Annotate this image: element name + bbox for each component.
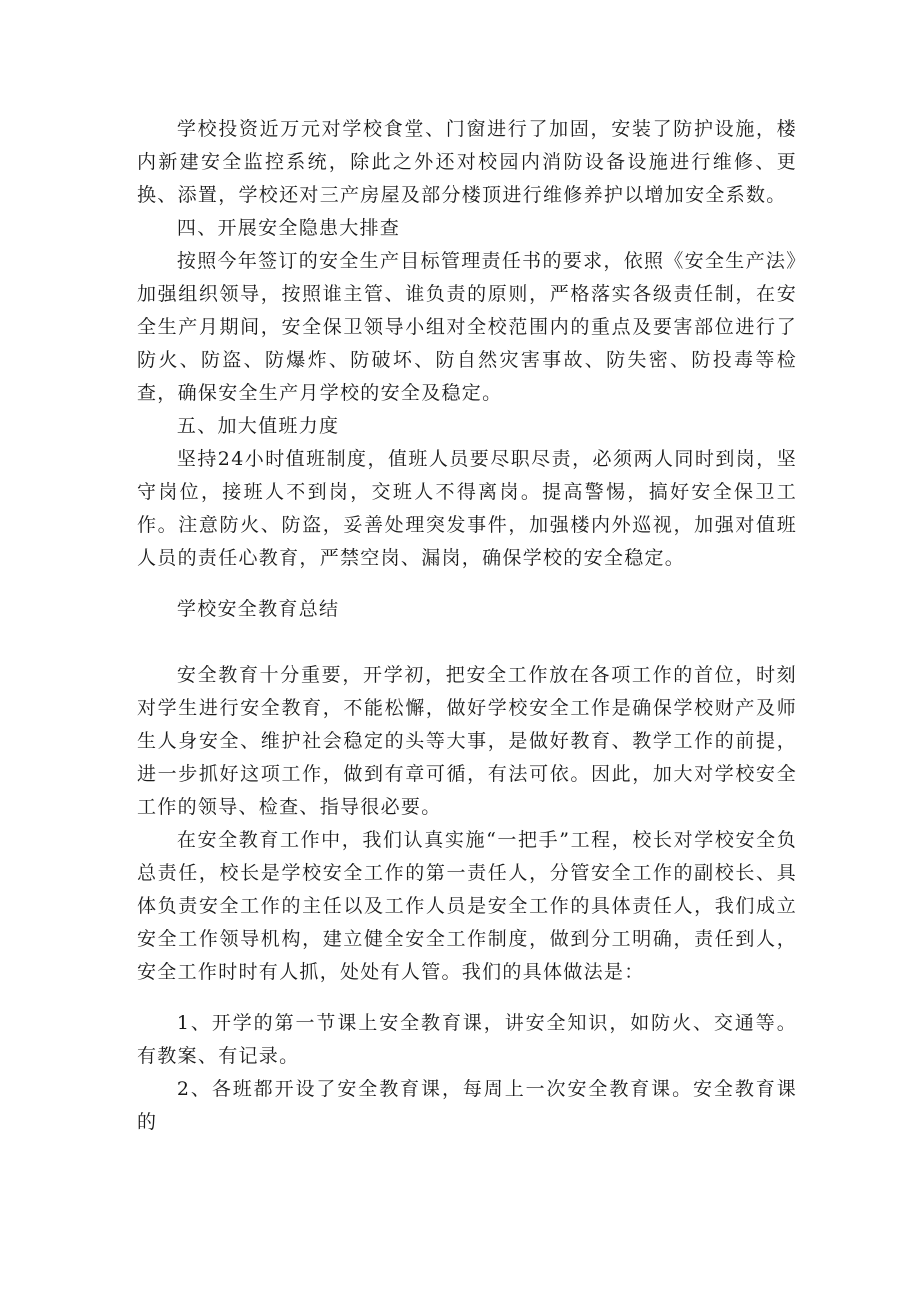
spacer (137, 989, 797, 1007)
paragraph-duty-system: 坚持24小时值班制度，值班人员要尽职尽责，必须两人同时到岗，坚守岗位，接班人不到岗，交班人不得离岗。提高警惕，搞好安全保卫工作。注意防火、防盗，妥善处理突发事件，加强楼内外巡视，加强对值班人员的责任心教育，严禁空岗、漏岗，确保学校的安全稳定。 (137, 448, 797, 569)
spacer (137, 575, 797, 593)
section-heading-hazard-inspection: 四、开展安全隐患大排查 (176, 217, 401, 239)
paragraph-hazard-inspection: 按照今年签订的安全生产目标管理责任书的要求，依照《安全生产法》加强组织领导，按照谁主管、谁负责的原则，严格落实各级责任制，在安全生产月期间，安全保卫领导小组对全校范围内的重点及要害部位进行了防火、防盗、防爆炸、防破坏、防自然灾害事故、防失密、防投毒等检查，确保安全生产月学校的安全及稳定。 (137, 250, 797, 404)
document-body (137, 113, 797, 1139)
spacer (137, 626, 797, 659)
paragraph-facility-investment: 学校投资近万元对学校食堂、门窗进行了加固，安装了防护设施，楼内新建安全监控系统，除此之外还对校园内消防设备设施进行维修、更换、添置，学校还对三产房屋及部分楼顶进行维修养护以增加安全系数。 (137, 118, 797, 206)
list-item-first-lesson: 1、开学的第一节课上安全教育课，讲安全知识，如防火、交通等。有教案、有记录。 (137, 1012, 797, 1067)
paragraph-responsibility: 在安全教育工作中，我们认真实施“一把手”工程，校长对学校安全负总责任，校长是学校安全工作的第一责任人，分管安全工作的副校长、具体负责安全工作的主任以及工作人员是安全工作的具体责任人，我们成立安全工作领导机构，建立健全安全工作制度，做到分工明确，责任到人，安全工作时时有人抓，处处有人管。我们的具体做法是： (137, 829, 797, 983)
list-item-weekly-class: 2、各班都开设了安全教育课，每周上一次安全教育课。安全教育课的 (137, 1078, 797, 1133)
section-heading-duty-strengthening: 五、加大值班力度 (176, 415, 340, 437)
paragraph-safety-importance: 安全教育十分重要，开学初，把安全工作放在各项工作的首位，时刻对学生进行安全教育，不能松懈，做好学校安全工作是确保学校财产及师生人身安全、维护社会稳定的头等大事，是做好教育、教学工作的前提，进一步抓好这项工作，做到有章可循，有法可依。因此，加大对学校安全工作的领导、检查、指导很必要。 (137, 664, 797, 818)
document-title: 学校安全教育总结 (176, 598, 340, 620)
